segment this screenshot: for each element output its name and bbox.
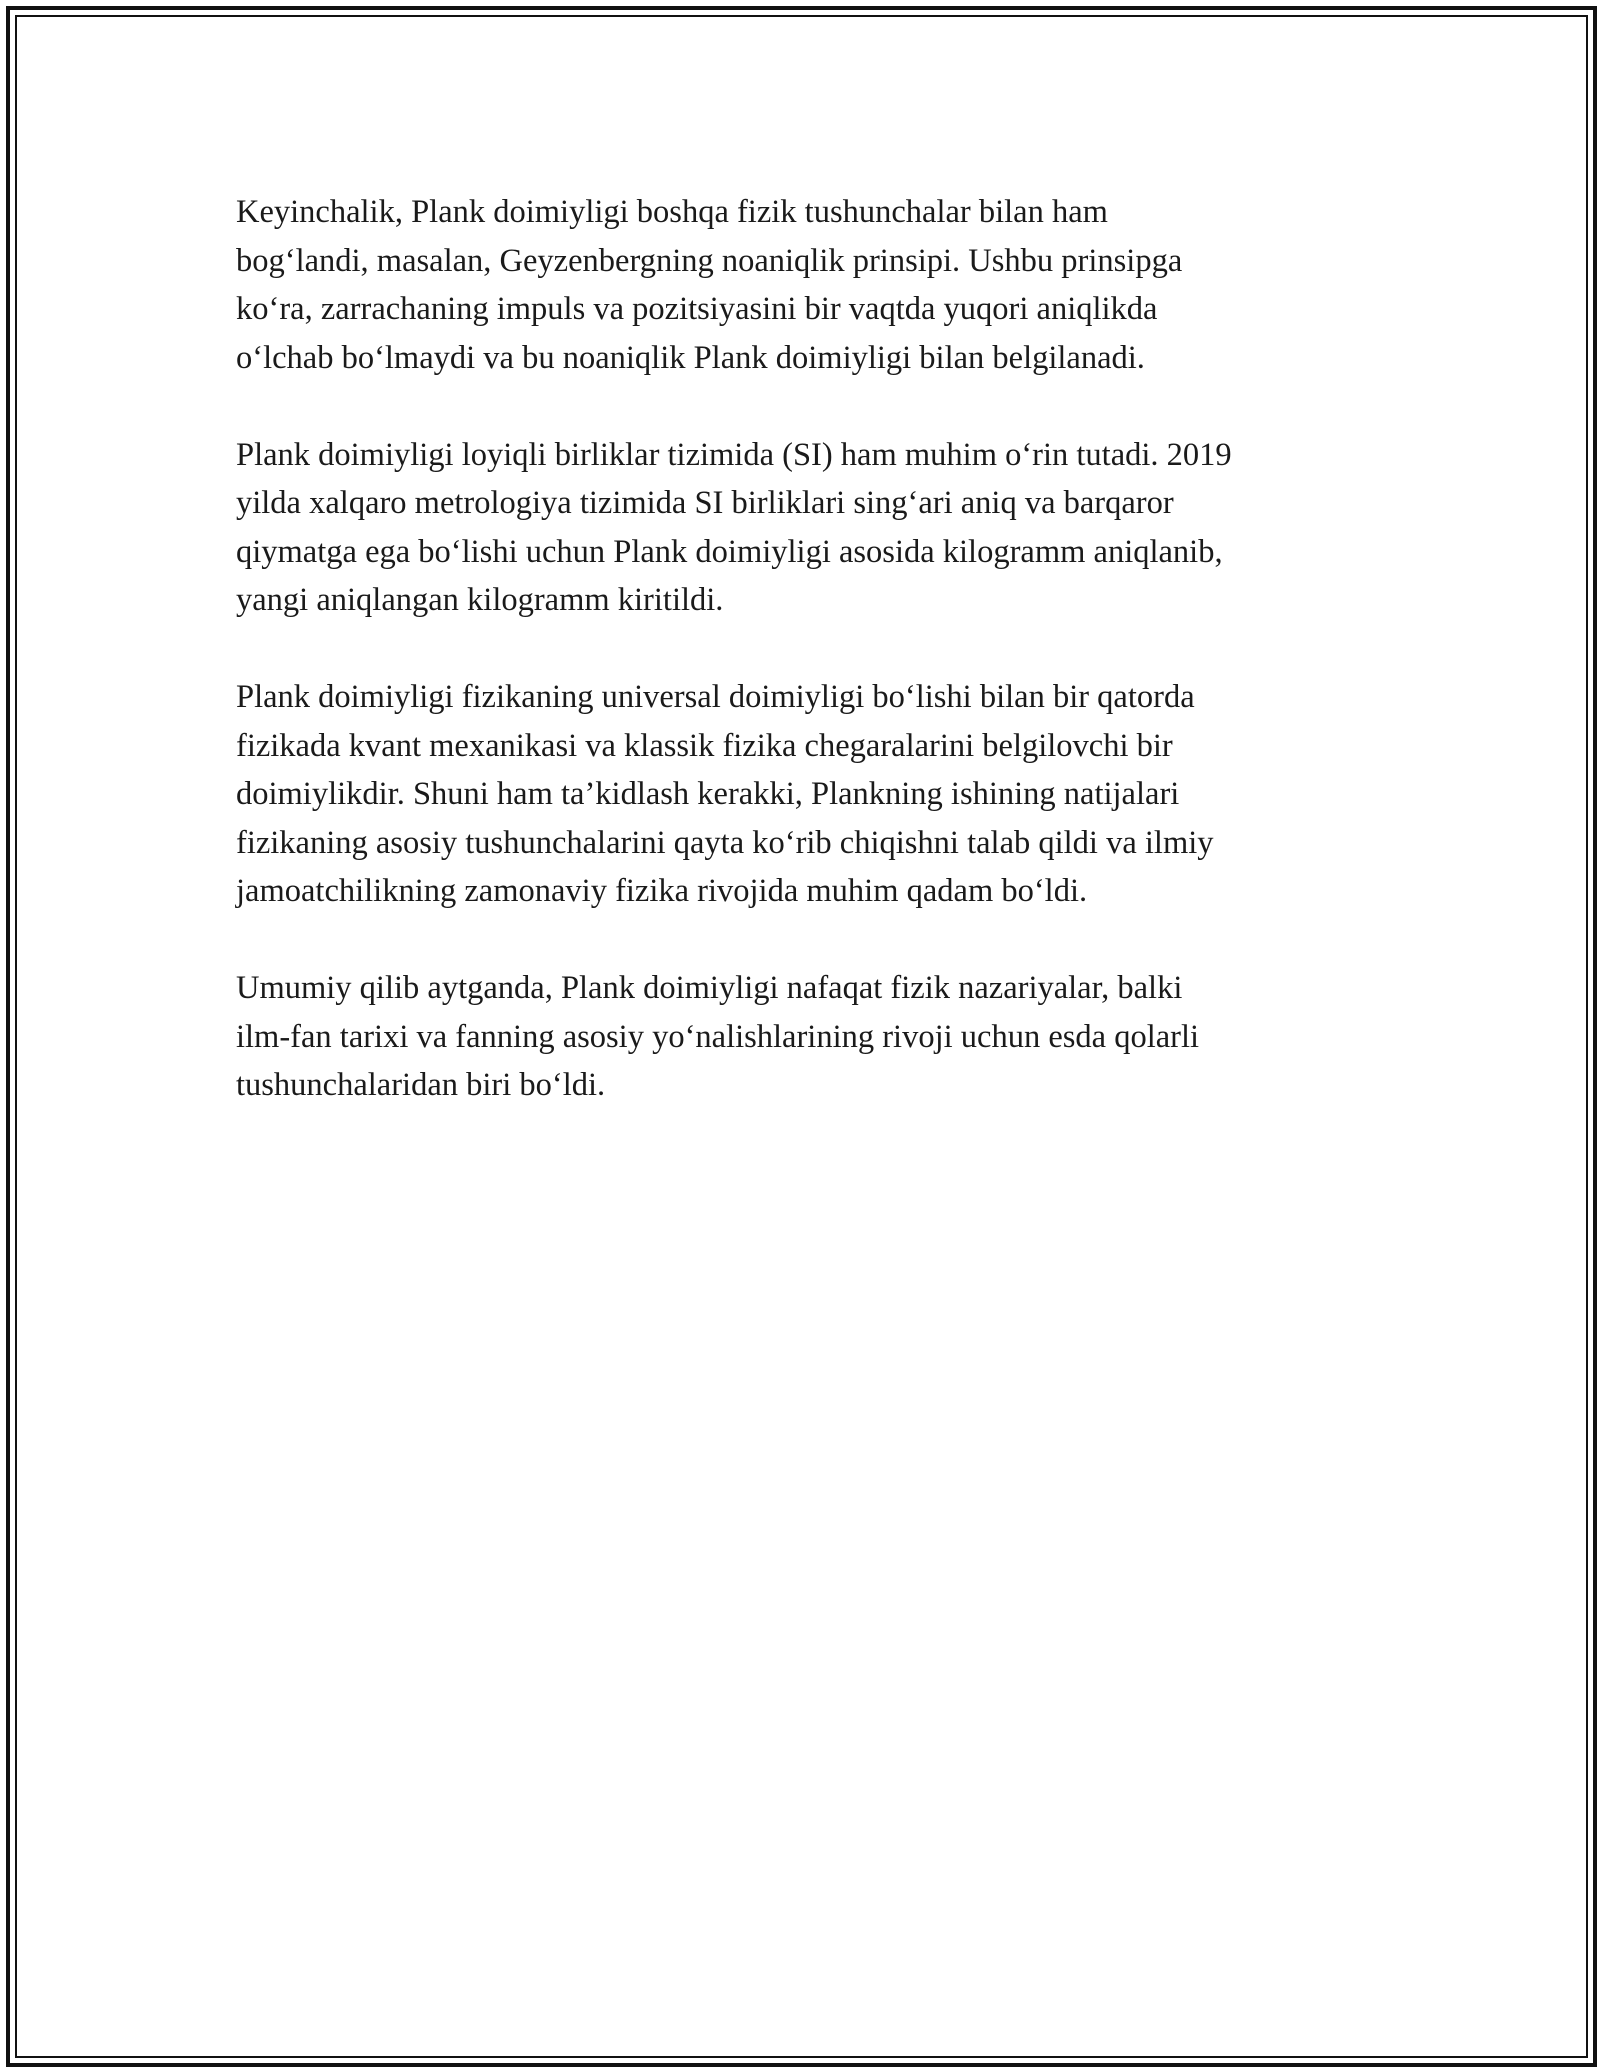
text-line: ilm-fan tarixi va fanning asosiy yo‘nalishlarining rivoji uchun esda qolarli	[236, 1018, 1200, 1055]
text-line: yilda xalqaro metrologiya tizimida SI birliklari sing‘ari aniq va barqaror	[236, 485, 1174, 521]
paragraph-1	[236, 188, 1366, 382]
text-line: jamoatchilikning zamonaviy fizika rivojida muhim qadam bo‘ldi.	[236, 873, 1088, 909]
text-line: o‘lchab bo‘lmaydi va bu noaniqlik Plank doimiyligi bilan belgilanadi.	[236, 339, 1145, 376]
text-line: ko‘ra, zarrachaning impuls va pozitsiyasini bir vaqtda yuqori aniqlikda	[236, 291, 1158, 327]
text-line: Plank doimiyligi loyiqli birliklar tizimida (SI) ham muhim o‘rin tutadi. 2019	[236, 436, 1232, 473]
text-line: doimiylikdir. Shuni ham ta’kidlash kerakki, Plankning ishining natijalari	[236, 776, 1180, 812]
text-line: Keyinchalik, Plank doimiyligi boshqa fizik tushunchalar bilan ham	[236, 194, 1108, 230]
paragraph-2	[236, 431, 1366, 625]
text-line: yangi aniqlangan kilogramm kiritildi.	[236, 582, 724, 618]
text-line: fizikada kvant mexanikasi va klassik fizika chegaralarini belgilovchi bir	[236, 727, 1173, 764]
text-line: fizikaning asosiy tushunchalarini qayta ko‘rib chiqishni talab qildi va ilmiy	[236, 824, 1214, 861]
document-body	[236, 188, 1366, 1158]
text-line: qiymatga ega bo‘lishi uchun Plank doimiyligi asosida kilogramm aniqlanib,	[236, 533, 1223, 570]
text-line: tushunchalaridan biri bo‘ldi.	[236, 1067, 606, 1103]
text-line: Plank doimiyligi fizikaning universal doimiyligi bo‘lishi bilan bir qatorda	[236, 679, 1195, 715]
paragraph-3	[236, 673, 1366, 916]
paragraph-4	[236, 964, 1366, 1110]
text-line: bog‘landi, masalan, Geyzenbergning noaniqlik prinsipi. Ushbu prinsipga	[236, 242, 1183, 279]
text-line: Umumiy qilib aytganda, Plank doimiyligi nafaqat fizik nazariyalar, balki	[236, 970, 1183, 1006]
